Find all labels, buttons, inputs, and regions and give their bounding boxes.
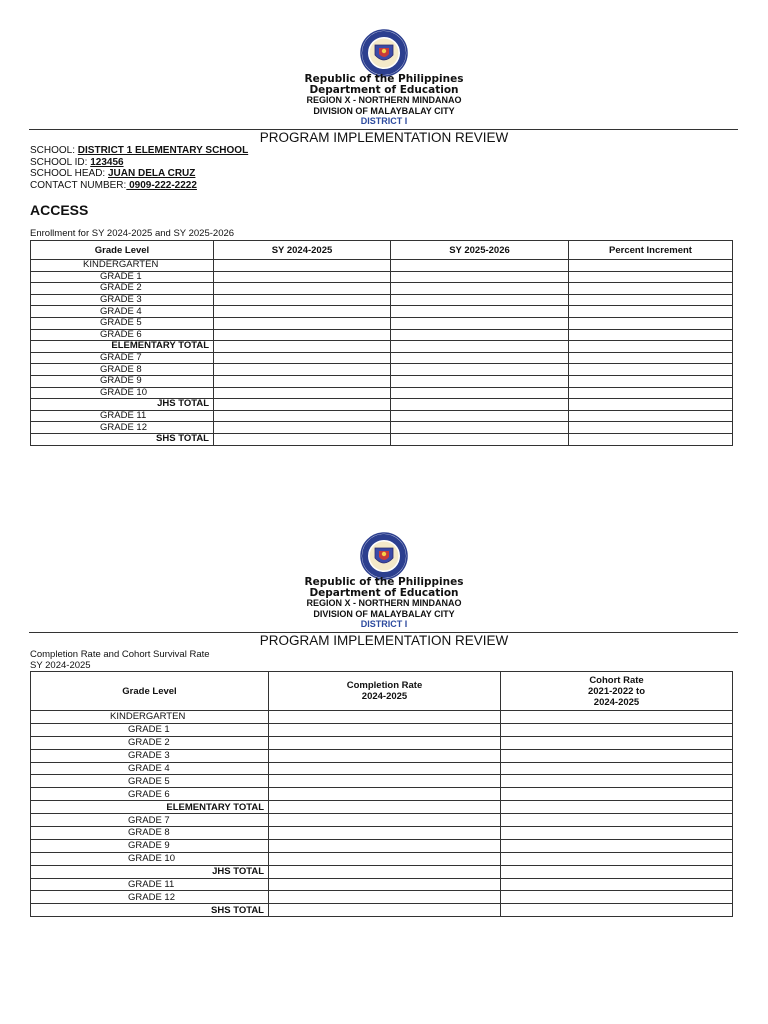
- table-row: [31, 762, 733, 775]
- grade-level-cell: SHS TOTAL: [31, 433, 214, 445]
- value-cell[interactable]: [501, 814, 733, 827]
- table-row: [31, 283, 733, 295]
- table-row: [31, 317, 733, 329]
- table-row: [31, 839, 733, 852]
- completion-year: 2024-2025: [361, 691, 408, 702]
- value-cell[interactable]: [214, 317, 391, 329]
- table-row: [31, 852, 733, 865]
- cohort-title: Cohort Rate: [589, 674, 644, 686]
- letterhead: [0, 577, 768, 630]
- grade-level-cell: GRADE 8: [31, 827, 269, 840]
- division-line: DIVISION OF MALAYBALAY CITY: [313, 105, 455, 116]
- table-row: [31, 294, 733, 306]
- completion-caption: [30, 649, 210, 671]
- value-cell[interactable]: [569, 433, 733, 445]
- department-line: Department of Education: [309, 586, 459, 599]
- grade-level-cell: GRADE 5: [31, 317, 214, 329]
- school-value: DISTRICT 1 ELEMENTARY SCHOOL: [77, 145, 249, 156]
- value-cell[interactable]: [569, 410, 733, 422]
- school-head-label: SCHOOL HEAD:: [30, 168, 108, 179]
- value-cell[interactable]: [501, 865, 733, 878]
- col-percent-increment: Percent Increment: [569, 241, 733, 260]
- school-line: [30, 145, 248, 157]
- table-row: [31, 904, 733, 917]
- school-info: [30, 145, 248, 191]
- table-row: [31, 723, 733, 736]
- table-row: [31, 410, 733, 422]
- value-cell[interactable]: [501, 788, 733, 801]
- value-cell[interactable]: [391, 399, 569, 411]
- cohort-years-to: 2024-2025: [593, 696, 640, 708]
- value-cell[interactable]: [391, 329, 569, 341]
- value-cell[interactable]: [214, 271, 391, 283]
- value-cell[interactable]: [214, 294, 391, 306]
- table-row: [31, 271, 733, 283]
- page-title: PROGRAM IMPLEMENTATION REVIEW: [259, 130, 509, 145]
- value-cell[interactable]: [269, 723, 501, 736]
- value-cell[interactable]: [501, 801, 733, 814]
- value-cell[interactable]: [569, 399, 733, 411]
- value-cell[interactable]: [501, 891, 733, 904]
- value-cell[interactable]: [269, 749, 501, 762]
- letterhead: [0, 74, 768, 127]
- value-cell[interactable]: [501, 878, 733, 891]
- value-cell[interactable]: [269, 865, 501, 878]
- grade-level-cell: GRADE 5: [31, 775, 269, 788]
- value-cell[interactable]: [569, 387, 733, 399]
- table-row: [31, 433, 733, 445]
- value-cell[interactable]: [391, 433, 569, 445]
- value-cell[interactable]: [214, 410, 391, 422]
- district-line: DISTRICT I: [360, 619, 408, 629]
- value-cell[interactable]: [269, 775, 501, 788]
- grade-level-cell: GRADE 9: [31, 839, 269, 852]
- grade-level-cell: GRADE 1: [31, 271, 214, 283]
- grade-level-cell: GRADE 11: [31, 878, 269, 891]
- table-row: [31, 775, 733, 788]
- value-cell[interactable]: [391, 294, 569, 306]
- grade-level-cell: GRADE 10: [31, 387, 214, 399]
- school-label: SCHOOL:: [30, 145, 78, 156]
- value-cell[interactable]: [269, 788, 501, 801]
- table-row: [31, 260, 733, 272]
- table-row: [31, 387, 733, 399]
- grade-level-cell: KINDERGARTEN: [31, 711, 269, 724]
- table-row: [31, 364, 733, 376]
- value-cell[interactable]: [269, 904, 501, 917]
- deped-seal-icon: [360, 532, 408, 580]
- contact-line: [30, 180, 248, 192]
- value-cell[interactable]: [214, 329, 391, 341]
- section-heading: ACCESS: [30, 202, 89, 218]
- table-row: [31, 788, 733, 801]
- value-cell[interactable]: [569, 329, 733, 341]
- value-cell[interactable]: [214, 433, 391, 445]
- value-cell[interactable]: [569, 352, 733, 364]
- division-line: DIVISION OF MALAYBALAY CITY: [313, 608, 455, 619]
- value-cell[interactable]: [214, 352, 391, 364]
- value-cell[interactable]: [391, 375, 569, 387]
- value-cell[interactable]: [569, 294, 733, 306]
- page-title: PROGRAM IMPLEMENTATION REVIEW: [259, 633, 509, 648]
- value-cell[interactable]: [569, 422, 733, 434]
- value-cell[interactable]: [501, 852, 733, 865]
- completion-table: [30, 671, 733, 917]
- value-cell[interactable]: [214, 375, 391, 387]
- value-cell[interactable]: [501, 723, 733, 736]
- table-header-row: [31, 672, 733, 711]
- value-cell[interactable]: [269, 736, 501, 749]
- grade-level-cell: GRADE 7: [31, 352, 214, 364]
- value-cell[interactable]: [569, 364, 733, 376]
- value-cell[interactable]: [391, 352, 569, 364]
- grade-level-cell: GRADE 4: [31, 306, 214, 318]
- grade-level-cell: GRADE 8: [31, 364, 214, 376]
- grade-level-cell: GRADE 7: [31, 814, 269, 827]
- school-id-value: 123456: [90, 156, 124, 168]
- col-cohort-rate: [501, 672, 733, 711]
- enrollment-caption: Enrollment for SY 2024-2025 and SY 2025-2026: [30, 228, 235, 239]
- enrollment-table: [30, 240, 733, 446]
- value-cell[interactable]: [214, 399, 391, 411]
- school-id-label: SCHOOL ID:: [30, 156, 91, 168]
- grade-level-cell: GRADE 11: [31, 410, 214, 422]
- grade-level-cell: SHS TOTAL: [31, 904, 269, 917]
- grade-level-cell: GRADE 10: [31, 852, 269, 865]
- deped-seal-icon: [360, 29, 408, 77]
- value-cell[interactable]: [569, 375, 733, 387]
- value-cell[interactable]: [501, 762, 733, 775]
- value-cell[interactable]: [569, 271, 733, 283]
- value-cell[interactable]: [501, 736, 733, 749]
- col-completion-rate: [269, 672, 501, 711]
- grade-level-cell: GRADE 4: [31, 762, 269, 775]
- value-cell[interactable]: [569, 260, 733, 272]
- region-line: REGION X - NORTHERN MINDANAO: [306, 598, 462, 608]
- region-line: REGION X - NORTHERN MINDANAO: [306, 95, 462, 105]
- value-cell[interactable]: [569, 317, 733, 329]
- district-line: DISTRICT I: [360, 116, 408, 126]
- table-row: [31, 711, 733, 724]
- caption-line-1: Completion Rate and Cohort Survival Rate: [30, 649, 210, 660]
- value-cell[interactable]: [269, 878, 501, 891]
- table-row: [31, 341, 733, 353]
- value-cell[interactable]: [391, 317, 569, 329]
- grade-level-cell: GRADE 1: [31, 723, 269, 736]
- grade-level-cell: GRADE 2: [31, 283, 214, 295]
- grade-level-cell: GRADE 9: [31, 375, 214, 387]
- value-cell[interactable]: [391, 283, 569, 295]
- completion-title: Completion Rate: [346, 680, 423, 691]
- grade-level-cell: GRADE 3: [31, 749, 269, 762]
- value-cell[interactable]: [391, 364, 569, 376]
- value-cell[interactable]: [569, 341, 733, 353]
- value-cell[interactable]: [391, 410, 569, 422]
- value-cell[interactable]: [391, 271, 569, 283]
- value-cell[interactable]: [501, 827, 733, 840]
- value-cell[interactable]: [269, 814, 501, 827]
- school-head-value: JUAN DELA CRUZ: [107, 168, 196, 179]
- grade-level-cell: GRADE 12: [31, 422, 214, 434]
- value-cell[interactable]: [501, 839, 733, 852]
- table-row: [31, 306, 733, 318]
- value-cell[interactable]: [214, 283, 391, 295]
- col-sy-2025-2026: SY 2025-2026: [391, 241, 569, 260]
- value-cell[interactable]: [214, 387, 391, 399]
- department-line: Department of Education: [309, 83, 459, 96]
- table-row: [31, 399, 733, 411]
- value-cell[interactable]: [214, 306, 391, 318]
- school-id-line: [30, 157, 248, 169]
- table-row: [31, 749, 733, 762]
- grade-level-cell: GRADE 3: [31, 294, 214, 306]
- value-cell[interactable]: [269, 891, 501, 904]
- table-row: [31, 865, 733, 878]
- table-header-row: [31, 241, 733, 260]
- republic-line: Republic of the Philippines: [304, 576, 464, 588]
- table-row: [31, 329, 733, 341]
- value-cell[interactable]: [391, 306, 569, 318]
- table-row: [31, 422, 733, 434]
- table-row: [31, 375, 733, 387]
- table-row: [31, 891, 733, 904]
- value-cell[interactable]: [214, 364, 391, 376]
- table-row: [31, 801, 733, 814]
- table-row: [31, 827, 733, 840]
- grade-level-cell: JHS TOTAL: [31, 865, 269, 878]
- value-cell[interactable]: [501, 711, 733, 724]
- grade-level-cell: GRADE 6: [31, 788, 269, 801]
- value-cell[interactable]: [269, 762, 501, 775]
- value-cell[interactable]: [269, 801, 501, 814]
- col-grade-level: Grade Level: [31, 241, 214, 260]
- table-row: [31, 736, 733, 749]
- grade-level-cell: ELEMENTARY TOTAL: [31, 801, 269, 814]
- grade-level-cell: ELEMENTARY TOTAL: [31, 341, 214, 353]
- cohort-years-from: 2021-2022 to: [587, 685, 646, 697]
- grade-level-cell: JHS TOTAL: [31, 399, 214, 411]
- school-head-line: [30, 168, 248, 180]
- caption-line-2: SY 2024-2025: [30, 660, 91, 671]
- value-cell[interactable]: [269, 711, 501, 724]
- value-cell[interactable]: [391, 260, 569, 272]
- contact-value: 0909-222-2222: [126, 179, 197, 191]
- value-cell[interactable]: [214, 341, 391, 353]
- value-cell[interactable]: [269, 827, 501, 840]
- value-cell[interactable]: [569, 283, 733, 295]
- table-row: [31, 878, 733, 891]
- value-cell[interactable]: [269, 852, 501, 865]
- value-cell[interactable]: [391, 387, 569, 399]
- value-cell[interactable]: [391, 422, 569, 434]
- grade-level-cell: GRADE 2: [31, 736, 269, 749]
- value-cell[interactable]: [501, 775, 733, 788]
- value-cell[interactable]: [269, 839, 501, 852]
- republic-line: Republic of the Philippines: [304, 73, 464, 85]
- value-cell[interactable]: [214, 260, 391, 272]
- value-cell[interactable]: [501, 904, 733, 917]
- grade-level-cell: GRADE 12: [31, 891, 269, 904]
- value-cell[interactable]: [569, 306, 733, 318]
- col-grade-level: Grade Level: [31, 672, 269, 711]
- grade-level-cell: GRADE 6: [31, 329, 214, 341]
- col-sy-2024-2025: SY 2024-2025: [214, 241, 391, 260]
- table-row: [31, 814, 733, 827]
- value-cell[interactable]: [501, 749, 733, 762]
- grade-level-cell: KINDERGARTEN: [31, 260, 214, 272]
- value-cell[interactable]: [214, 422, 391, 434]
- value-cell[interactable]: [391, 341, 569, 353]
- contact-label: CONTACT NUMBER:: [30, 179, 127, 191]
- table-row: [31, 352, 733, 364]
